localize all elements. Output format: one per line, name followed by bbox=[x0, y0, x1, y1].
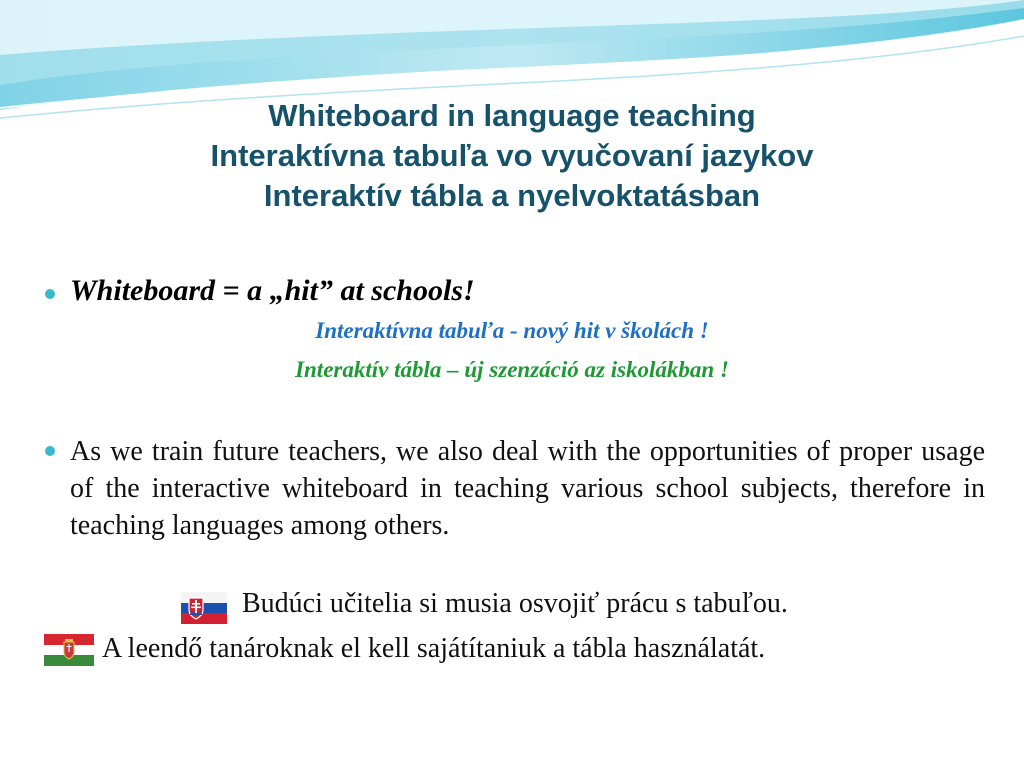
slovak-translation: Budúci učitelia si musia osvojiť prácu s tabuľou. bbox=[242, 588, 788, 619]
slovak-flag-icon bbox=[181, 592, 227, 624]
hungarian-flag-icon bbox=[44, 634, 94, 666]
slide-title bbox=[0, 96, 1024, 216]
title-line-3: Interaktív tábla a nyelvoktatásban bbox=[263, 178, 761, 213]
bullet-2-icon bbox=[45, 446, 55, 456]
hungarian-translation: A leendő tanároknak el kell sajátítaniuk a tábla használatát. bbox=[102, 633, 766, 664]
title-line-2: Interaktívna tabuľa vo vyučovaní jazykov bbox=[210, 138, 814, 173]
bullet-1-icon bbox=[45, 289, 55, 299]
bullet-1-text: Whiteboard = a „hit” at schools! bbox=[70, 274, 475, 307]
bullet-1-slovak-subtext: Interaktívna tabuľa - nový hit v školách ! bbox=[315, 318, 709, 343]
bullet-1-hungarian-subtext: Interaktív tábla – új szenzáció az iskolákban ! bbox=[295, 357, 729, 382]
title-line-1: Whiteboard in language teaching bbox=[268, 98, 756, 133]
bullet-2-text: As we train future teachers, we also deal with the opportunities of proper usage of the interactive whiteboard in teaching various school subjects, therefore in teaching languages among others. bbox=[70, 436, 985, 541]
